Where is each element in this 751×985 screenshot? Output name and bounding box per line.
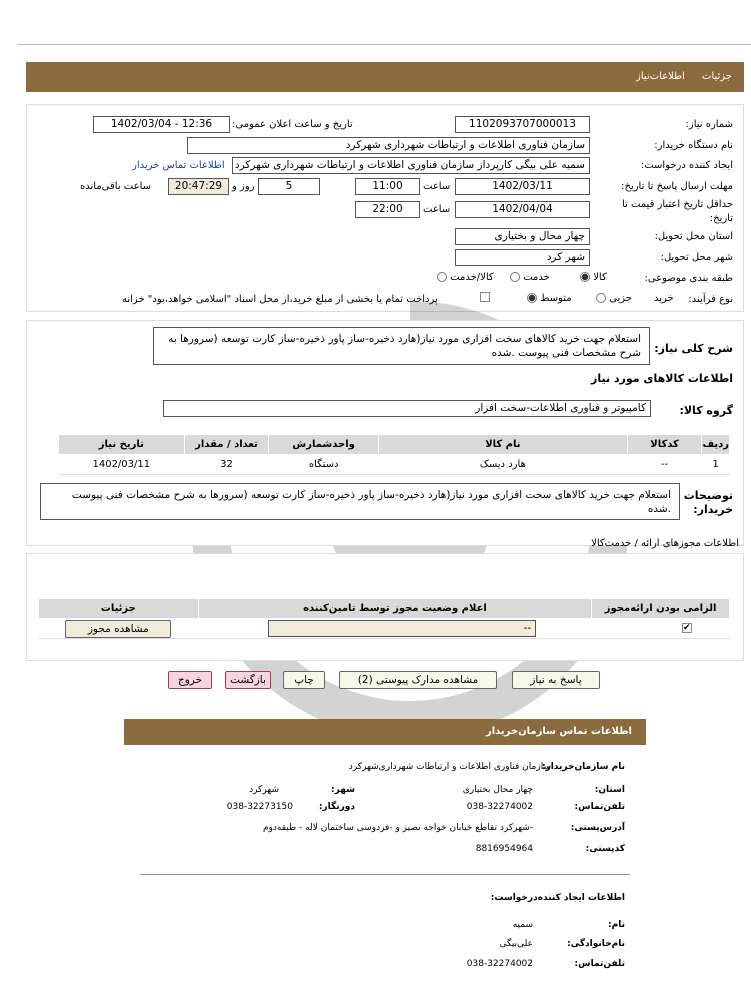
need-number-label: شماره نیاز: xyxy=(685,119,733,130)
treasury-payment-checkbox[interactable] xyxy=(480,292,490,302)
col-required: الزامی بودن ارائه‌مجوز xyxy=(592,599,730,619)
contact-fax-value: 038-32273150 xyxy=(226,802,293,812)
permits-table xyxy=(38,598,730,639)
permit-status-field[interactable]: -- xyxy=(268,620,536,637)
summary-text: استعلام جهت خرید کالاهای سخت افزاری مورد نیاز(هارد ذخیره-ساز پاور ذخیره-ساز کارت توسعه (سرورها به شرح مشخصات فنی پیوست .شده xyxy=(153,327,650,365)
days-field: 5 xyxy=(258,178,320,195)
cell-qty: 32 xyxy=(184,455,269,475)
cell-name: هارد دیسک xyxy=(379,455,628,475)
purchase-minor-text: جزیی xyxy=(609,293,633,304)
reply-button[interactable]: پاسخ به نیاز xyxy=(512,671,600,689)
contact-province-label: استان: xyxy=(594,785,625,795)
table-row xyxy=(39,619,730,639)
back-button[interactable]: بازگشت xyxy=(225,671,271,689)
category-goods-radio[interactable] xyxy=(580,272,590,282)
category-goods-text: کالا xyxy=(593,272,607,283)
items-table xyxy=(58,434,730,475)
items-table-header xyxy=(59,435,730,455)
view-permit-button[interactable]: مشاهده مجوز xyxy=(65,620,171,638)
contact-fax-label: دورنگار: xyxy=(318,802,355,812)
col-name: نام کالا xyxy=(379,435,628,455)
col-unit: واحدشمارش xyxy=(269,435,379,455)
creator-phone-label: تلفن‌تماس: xyxy=(574,959,625,969)
col-details: جزئیات xyxy=(39,599,199,619)
province-field: چهار محال و بختیاری xyxy=(455,228,590,245)
attachments-button[interactable]: مشاهده مدارک پیوستی (2) xyxy=(339,671,497,689)
col-row: ردیف xyxy=(702,435,730,455)
remaining-label: ساعت باقی‌مانده xyxy=(80,181,152,192)
creator-info-title: اطلاعات ایجاد کننده‌درخواست: xyxy=(490,893,625,903)
contact-postal-value: 8816954964 xyxy=(475,844,533,854)
details-link[interactable]: جزئیات xyxy=(702,71,732,82)
contact-city-value: شهرکرد xyxy=(249,785,279,795)
buyer-contact-link[interactable]: اطلاعات تماس خریدار xyxy=(132,160,225,171)
contact-phone-label: تلفن‌تماس: xyxy=(574,802,625,812)
contact-org-label: نام سازمان‌خریدار: xyxy=(541,762,625,772)
permits-table-header xyxy=(39,599,730,619)
creator-family-value: علی‌بیگی xyxy=(499,939,533,949)
validity-date-field: 1402/04/04 xyxy=(455,201,590,218)
contact-postal-label: کدپستی: xyxy=(585,844,625,854)
purchase-type-label: نوع فرآیند: xyxy=(688,294,733,305)
purchase-option-minor xyxy=(596,293,632,304)
creator-phone-value: 038-32274002 xyxy=(466,959,533,969)
permits-title: اطلاعات مجوزهای ارائه / خدمت‌کالا xyxy=(591,538,739,549)
buyer-desc-label: توضیحات خریدار: xyxy=(683,489,733,516)
contact-address-label: آدرس‌پستی: xyxy=(570,823,625,833)
category-label: طبقه بندی موضوعی: xyxy=(644,273,733,284)
col-code: کدکالا xyxy=(627,435,702,455)
creator-name-label: نام: xyxy=(608,920,625,930)
items-title: اطلاعات کالاهای مورد نیاز xyxy=(591,372,733,385)
deadline-time-field: 11:00 xyxy=(355,178,420,195)
print-button[interactable]: چاپ xyxy=(283,671,325,689)
exit-button[interactable]: خروج xyxy=(168,671,212,689)
need-number-field: 1102093707000013 xyxy=(455,116,590,133)
creator-label: ایجاد کننده درخواست: xyxy=(640,160,733,171)
city-field: شهر کرد xyxy=(455,249,590,266)
need-info-link[interactable]: اطلاعات‌نیاز xyxy=(636,71,685,82)
permit-required-checkbox[interactable]: ✔ xyxy=(682,623,691,633)
deadline-date-field: 1402/03/11 xyxy=(455,178,590,195)
contact-divider xyxy=(140,874,630,875)
creator-field: سمیه علی بیگی کارپرداز سازمان فناوری اطلاعات و ارتباطات شهرداری شهرکرد xyxy=(232,157,590,174)
contact-phone-value: 038-32274002 xyxy=(466,802,533,812)
purchase-buy-text: خرید xyxy=(654,293,674,304)
table-row xyxy=(59,455,730,475)
cell-details xyxy=(39,619,199,639)
category-option-service xyxy=(510,272,550,283)
deadline-time-label: ساعت xyxy=(423,181,451,192)
col-qty: تعداد / مقدار xyxy=(184,435,269,455)
announce-label: تاریخ و ساعت اعلان عمومی: xyxy=(232,119,353,130)
purchase-medium-radio[interactable] xyxy=(527,293,537,303)
creator-family-label: نام‌خانوادگی: xyxy=(567,939,625,949)
contact-city-label: شهر: xyxy=(331,785,355,795)
buyer-label: نام دستگاه خریدار: xyxy=(654,140,733,151)
creator-name-value: سمیه xyxy=(512,920,533,930)
category-both-radio[interactable] xyxy=(437,272,447,282)
cell-row: 1 xyxy=(702,455,730,475)
deadline-label: مهلت ارسال پاسخ تا تاریخ: xyxy=(621,181,733,192)
col-status: اعلام وضعیت مجوز توسط تامین‌کننده xyxy=(198,599,592,619)
category-option-goods xyxy=(580,272,607,283)
col-date: تاریخ نیاز xyxy=(59,435,185,455)
page-header xyxy=(26,62,744,92)
purchase-minor-radio[interactable] xyxy=(596,293,606,303)
cell-code: -- xyxy=(627,455,702,475)
cell-unit: دستگاه xyxy=(269,455,379,475)
validity-time-label: ساعت xyxy=(423,204,451,215)
category-option-both xyxy=(437,272,494,283)
group-field: کامپیوتر و فناوری اطلاعات-سخت افزار xyxy=(163,400,651,417)
summary-label: شرح کلی نیاز: xyxy=(654,342,733,355)
validity-time-field: 22:00 xyxy=(355,201,420,218)
contact-address-value: -شهرکرد تقاطع خیابان خواجه نصیر و -فردوسی ساختمان لاله - طبقه‌دوم xyxy=(263,823,533,833)
cell-status xyxy=(198,619,592,639)
purchase-option-medium xyxy=(527,293,572,304)
contact-org-value: سازمان فناوری اطلاعات و ارتباطات شهرداری‌شهرکرد xyxy=(348,762,551,772)
treasury-payment-note: پرداخت تمام یا بخشی از مبلغ خرید،از محل اسناد "اسلامی خواهد،بود" خزانه xyxy=(122,294,438,305)
remaining-time-field: 20:47:29 xyxy=(168,178,229,195)
category-both-text: کالا/خدمت xyxy=(450,272,494,283)
province-label: استان محل تحویل: xyxy=(654,231,733,242)
cell-date: 1402/03/11 xyxy=(59,455,185,475)
purchase-medium-text: متوسط xyxy=(540,293,572,304)
buyer-field: سازمان فناوری اطلاعات و ارتباطات شهرداری شهرکرد xyxy=(187,137,590,154)
validity-label: حداقل تاریخ اعتبار قیمت تا تاریخ: xyxy=(621,199,733,224)
city-label: شهر محل تحویل: xyxy=(660,252,733,263)
contact-section-title: اطلاعات تماس سازمان‌خریدار xyxy=(124,719,646,745)
announce-field: 1402/03/04 - 12:36 xyxy=(93,116,230,133)
cell-required xyxy=(592,619,730,639)
top-divider xyxy=(18,44,751,45)
group-label: گروه کالا: xyxy=(679,404,733,417)
days-label: روز و xyxy=(232,181,255,192)
buyer-desc-text: استعلام جهت خرید کالاهای سخت افزاری مورد نیاز(هارد ذخیره-ساز پاور ذخیره-ساز کارت توسعه (سرورها به شرح مشخصات فنی پیوست .شده xyxy=(40,483,680,520)
category-service-text: خدمت xyxy=(523,272,550,283)
contact-province-value: چهار محال بختیاری xyxy=(462,785,533,795)
category-service-radio[interactable] xyxy=(510,272,520,282)
